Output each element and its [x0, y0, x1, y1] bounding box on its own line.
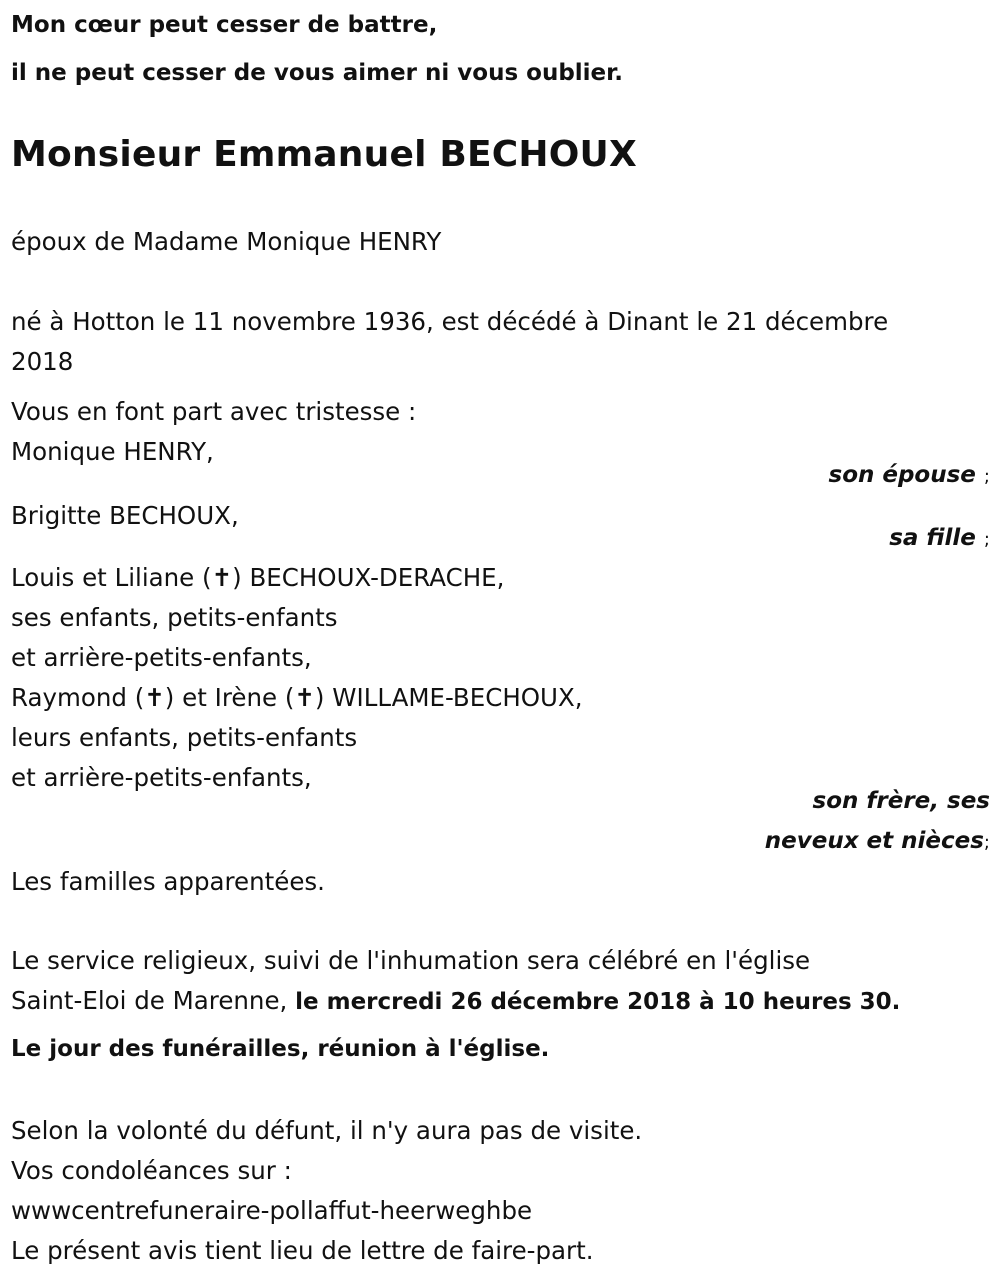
- wife-relation: [829, 462, 991, 488]
- condolences-website: wwwcentrefuneraire-pollaffut-heerweghbe: [11, 1196, 533, 1225]
- brother-line: Raymond (✝) et Irène (✝) WILLAME-BECHOUX,: [11, 683, 583, 712]
- birth-death-line-2: 2018: [11, 347, 74, 376]
- brother-relation-line-2: [765, 828, 990, 854]
- daughter-relation: [889, 525, 990, 551]
- daughter-relation-text: sa fille: [889, 525, 976, 551]
- brother-line: et arrière-petits-enfants,: [11, 643, 312, 672]
- service-date: le mercredi 26 décembre 2018 à 10 heures 30.: [295, 989, 901, 1015]
- announcement-intro: Vous en font part avec tristesse :: [11, 397, 417, 426]
- gathering-note: Le jour des funérailles, réunion à l'église.: [11, 1036, 550, 1062]
- no-visit-note: Selon la volonté du défunt, il n'y aura pas de visite.: [11, 1116, 643, 1145]
- brother-line: et arrière-petits-enfants,: [11, 763, 312, 792]
- separator: ;: [983, 529, 990, 550]
- spouse-line: époux de Madame Monique HENRY: [11, 227, 442, 256]
- wife-relation-text: son épouse: [828, 462, 976, 488]
- birth-death-line-1: né à Hotton le 11 novembre 1936, est décédé à Dinant le 21 décembre: [11, 307, 889, 336]
- condolences-label: Vos condoléances sur :: [11, 1156, 292, 1185]
- related-families: Les familles apparentées.: [11, 867, 325, 896]
- brother-relation-line-2-text: neveux et nièces: [764, 828, 984, 854]
- brother-relation-line-1: son frère, ses: [812, 788, 990, 814]
- daughter-name: Brigitte BECHOUX,: [11, 501, 239, 530]
- service-line-2: [11, 986, 900, 1015]
- separator: ;: [983, 466, 990, 487]
- verse-line-2: il ne peut cesser de vous aimer ni vous oublier.: [11, 60, 623, 86]
- service-line-1: Le service religieux, suivi de l'inhumation sera célébré en l'église: [11, 946, 811, 975]
- brother-line: ses enfants, petits-enfants: [11, 603, 338, 632]
- verse-line-1: Mon cœur peut cesser de battre,: [11, 12, 438, 38]
- separator: ;: [983, 832, 990, 853]
- brother-line: Louis et Liliane (✝) BECHOUX-DERACHE,: [11, 563, 505, 592]
- brother-line: leurs enfants, petits-enfants: [11, 723, 358, 752]
- service-place: Saint-Eloi de Marenne,: [11, 986, 296, 1015]
- deceased-name: Monsieur Emmanuel BECHOUX: [11, 134, 637, 175]
- notice-statement: Le présent avis tient lieu de lettre de faire-part.: [11, 1236, 594, 1265]
- wife-name: Monique HENRY,: [11, 437, 214, 466]
